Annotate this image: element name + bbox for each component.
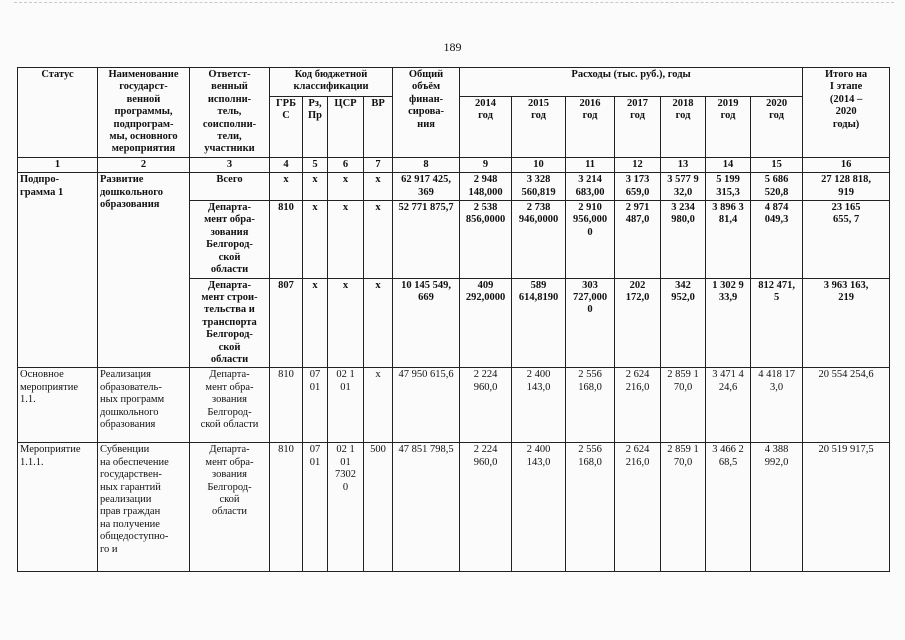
row-2020: 4 874 049,3 [751, 201, 803, 278]
col-num: 16 [803, 157, 890, 172]
row-2017: 2 624 216,0 [615, 368, 661, 443]
col-num: 1 [18, 157, 98, 172]
row-executor: Департа- мент обра- зования Белгород- ской области [190, 368, 270, 443]
row-status: Основное мероприятие 1.1. [18, 368, 98, 443]
row-executor: Департа- мент обра- зования Белгород- ской области [190, 443, 270, 572]
table-row [18, 368, 890, 443]
row-2015: 3 328 560,819 [512, 173, 566, 201]
row-rzpr: 07 01 [303, 443, 328, 572]
row-rzpr: x [303, 173, 328, 201]
col-num: 8 [393, 157, 460, 172]
row-grbs: 810 [270, 443, 303, 572]
row-total: 47 851 798,5 [393, 443, 460, 572]
header-year-2017: 2017 год [615, 96, 661, 157]
row-2016: 3 214 683,00 [566, 173, 615, 201]
header-stage-total: Итого на I этапе (2014 – 2020 годы) [803, 68, 890, 158]
col-num: 12 [615, 157, 661, 172]
row-2015: 2 738 946,0000 [512, 201, 566, 278]
row-stage-total: 23 165 655, 7 [803, 201, 890, 278]
header-name: Наименование государст- венной программы, подпрограм- мы, основного мероприятия [98, 68, 190, 158]
col-num: 15 [751, 157, 803, 172]
row-grbs: 810 [270, 368, 303, 443]
header-status: Статус [18, 68, 98, 158]
col-num: 2 [98, 157, 190, 172]
header-vr: ВР [364, 96, 393, 157]
col-num: 5 [303, 157, 328, 172]
row-2018: 3 234 980,0 [661, 201, 706, 278]
row-name: Развитие дошкольного образования [98, 173, 190, 368]
row-2020: 4 418 17 3,0 [751, 368, 803, 443]
row-2015: 589 614,8190 [512, 278, 566, 368]
row-vr: x [364, 173, 393, 201]
header-year-2015: 2015 год [512, 96, 566, 157]
row-total: 62 917 425, 369 [393, 173, 460, 201]
row-total: 47 950 615,6 [393, 368, 460, 443]
row-2017: 2 971 487,0 [615, 201, 661, 278]
row-2019: 3 896 3 81,4 [706, 201, 751, 278]
row-2019: 3 471 4 24,6 [706, 368, 751, 443]
header-year-2020: 2020 год [751, 96, 803, 157]
row-2016: 2 556 168,0 [566, 443, 615, 572]
row-2016: 2 556 168,0 [566, 368, 615, 443]
row-2018: 2 859 1 70,0 [661, 443, 706, 572]
row-csr: 02 1 01 [328, 368, 364, 443]
row-rzpr: x [303, 201, 328, 278]
row-name: Субвенции на обеспечение государствен- ных гарантий реализации прав граждан на получение общедоступно- го и [98, 443, 190, 572]
row-csr: x [328, 201, 364, 278]
row-rzpr: 07 01 [303, 368, 328, 443]
col-num: 14 [706, 157, 751, 172]
row-2016: 2 910 956,000 0 [566, 201, 615, 278]
row-executor: Департа- мент обра- зования Белгород- ской области [190, 201, 270, 278]
col-num: 7 [364, 157, 393, 172]
table-row [18, 443, 890, 572]
row-grbs: 807 [270, 278, 303, 368]
header-executor: Ответст- венный исполни- тель, соисполни- тели, участники [190, 68, 270, 158]
col-num: 9 [460, 157, 512, 172]
row-2014: 2 224 960,0 [460, 368, 512, 443]
row-stage-total: 20 519 917,5 [803, 443, 890, 572]
header-grbs: ГРБ С [270, 96, 303, 157]
row-2020: 4 388 992,0 [751, 443, 803, 572]
row-name: Реализация образователь- ных программ дошкольного образования [98, 368, 190, 443]
row-2017: 3 173 659,0 [615, 173, 661, 201]
row-2014: 409 292,0000 [460, 278, 512, 368]
row-2020: 812 471, 5 [751, 278, 803, 368]
row-2020: 5 686 520,8 [751, 173, 803, 201]
header-budget-code: Код бюджетной классификации [270, 68, 393, 97]
col-num: 10 [512, 157, 566, 172]
col-num: 4 [270, 157, 303, 172]
scan-edge [14, 2, 894, 3]
row-2018: 342 952,0 [661, 278, 706, 368]
row-vr: x [364, 368, 393, 443]
row-2017: 202 172,0 [615, 278, 661, 368]
row-stage-total: 3 963 163, 219 [803, 278, 890, 368]
row-csr: x [328, 173, 364, 201]
row-2017: 2 624 216,0 [615, 443, 661, 572]
row-vr: x [364, 278, 393, 368]
row-executor: Департа- мент строи- тельства и транспорта Белгород- ской области [190, 278, 270, 368]
col-num: 13 [661, 157, 706, 172]
row-csr: x [328, 278, 364, 368]
row-stage-total: 27 128 818, 919 [803, 173, 890, 201]
row-2018: 3 577 9 32,0 [661, 173, 706, 201]
header-year-2016: 2016 год [566, 96, 615, 157]
row-total: 52 771 875,7 [393, 201, 460, 278]
row-stage-total: 20 554 254,6 [803, 368, 890, 443]
row-2014: 2 224 960,0 [460, 443, 512, 572]
header-year-2014: 2014 год [460, 96, 512, 157]
row-2016: 303 727,000 0 [566, 278, 615, 368]
header-row-1 [18, 68, 890, 97]
page-number: 189 [443, 40, 462, 54]
budget-table [17, 67, 890, 572]
row-2014: 2 948 148,000 [460, 173, 512, 201]
header-total: Общий объём финан- сирова- ния [393, 68, 460, 158]
row-2019: 5 199 315,3 [706, 173, 751, 201]
row-total: 10 145 549, 669 [393, 278, 460, 368]
row-2019: 1 302 9 33,9 [706, 278, 751, 368]
row-executor: Всего [190, 173, 270, 201]
row-vr: x [364, 201, 393, 278]
row-rzpr: x [303, 278, 328, 368]
row-2015: 2 400 143,0 [512, 368, 566, 443]
row-2015: 2 400 143,0 [512, 443, 566, 572]
header-expenses: Расходы (тыс. руб.), годы [460, 68, 803, 97]
header-csr: ЦСР [328, 96, 364, 157]
header-year-2019: 2019 год [706, 96, 751, 157]
col-num: 3 [190, 157, 270, 172]
table-row [18, 173, 890, 201]
row-2018: 2 859 1 70,0 [661, 368, 706, 443]
header-rzpr: Рз, Пр [303, 96, 328, 157]
row-status: Мероприятие 1.1.1. [18, 443, 98, 572]
row-grbs: 810 [270, 201, 303, 278]
row-status: Подпро- грамма 1 [18, 173, 98, 368]
row-csr: 02 1 01 7302 0 [328, 443, 364, 572]
row-grbs: x [270, 173, 303, 201]
col-num: 6 [328, 157, 364, 172]
column-number-row [18, 157, 890, 172]
col-num: 11 [566, 157, 615, 172]
row-vr: 500 [364, 443, 393, 572]
row-2019: 3 466 2 68,5 [706, 443, 751, 572]
row-2014: 2 538 856,0000 [460, 201, 512, 278]
header-year-2018: 2018 год [661, 96, 706, 157]
